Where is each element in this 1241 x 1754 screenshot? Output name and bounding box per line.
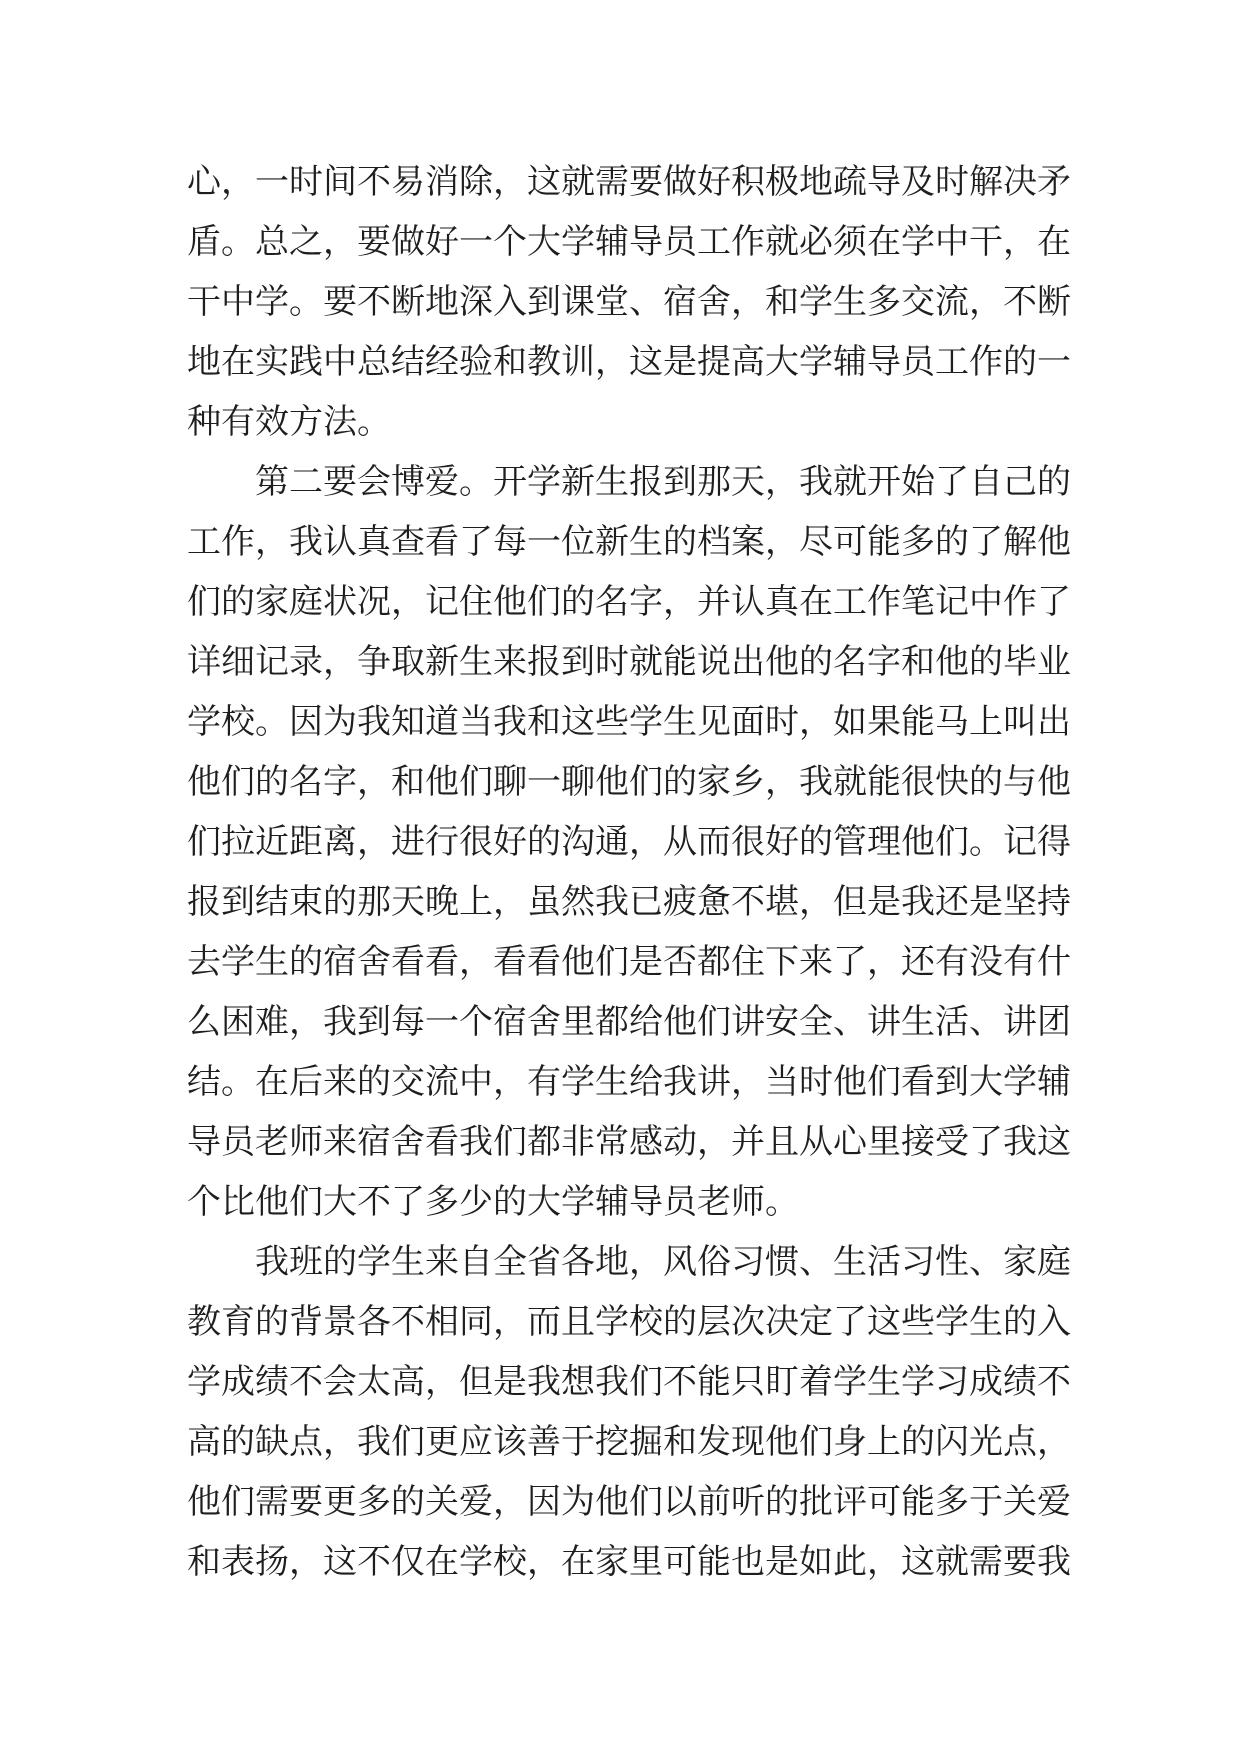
text-line: 们的家庭状况，记住他们的名字，并认真在工作笔记中作了 bbox=[187, 582, 1071, 622]
text-line: 地在实践中总结经验和教训，这是提高大学辅导员工作的一 bbox=[187, 342, 1071, 382]
text-line: 详细记录，争取新生来报到时就能说出他的名字和他的毕业 bbox=[187, 642, 1071, 682]
text-line: 报到结束的那天晚上，虽然我已疲惫不堪，但是我还是坚持 bbox=[187, 882, 1071, 922]
text-line: 学成绩不会太高，但是我想我们不能只盯着学生学习成绩不 bbox=[187, 1362, 1071, 1402]
paragraph-3 bbox=[187, 1232, 1071, 1592]
text-line: 种有效方法。 bbox=[187, 402, 391, 442]
paragraph-1 bbox=[187, 152, 1071, 452]
text-line: 们拉近距离，进行很好的沟通，从而很好的管理他们。记得 bbox=[187, 822, 1071, 862]
text-line: 去学生的宿舍看看，看看他们是否都住下来了，还有没有什 bbox=[187, 942, 1071, 982]
text-line: 导员老师来宿舍看我们都非常感动，并且从心里接受了我这 bbox=[187, 1122, 1071, 1162]
text-line: 我班的学生来自全省各地，风俗习惯、生活习性、家庭 bbox=[255, 1242, 1071, 1282]
text-line: 干中学。要不断地深入到课堂、宿舍，和学生多交流，不断 bbox=[187, 282, 1071, 322]
text-line: 盾。总之，要做好一个大学辅导员工作就必须在学中干，在 bbox=[187, 222, 1071, 262]
text-line: 工作，我认真查看了每一位新生的档案，尽可能多的了解他 bbox=[187, 522, 1071, 562]
text-line: 和表扬，这不仅在学校，在家里可能也是如此，这就需要我 bbox=[187, 1542, 1071, 1582]
text-line: 教育的背景各不相同，而且学校的层次决定了这些学生的入 bbox=[187, 1302, 1071, 1342]
paragraph-2 bbox=[187, 452, 1071, 1232]
text-line: 高的缺点，我们更应该善于挖掘和发现他们身上的闪光点， bbox=[187, 1422, 1071, 1462]
text-line: 心，一时间不易消除，这就需要做好积极地疏导及时解决矛 bbox=[187, 162, 1071, 202]
text-line: 他们的名字，和他们聊一聊他们的家乡，我就能很快的与他 bbox=[187, 762, 1071, 802]
text-line: 第二要会博爱。开学新生报到那天，我就开始了自己的 bbox=[255, 462, 1071, 502]
text-line: 结。在后来的交流中，有学生给我讲，当时他们看到大学辅 bbox=[187, 1062, 1071, 1102]
text-line: 他们需要更多的关爱，因为他们以前听的批评可能多于关爱 bbox=[187, 1482, 1071, 1522]
document-body bbox=[187, 152, 1071, 1592]
text-line: 个比他们大不了多少的大学辅导员老师。 bbox=[187, 1182, 799, 1222]
text-line: 么困难，我到每一个宿舍里都给他们讲安全、讲生活、讲团 bbox=[187, 1002, 1071, 1042]
text-line: 学校。因为我知道当我和这些学生见面时，如果能马上叫出 bbox=[187, 702, 1071, 742]
